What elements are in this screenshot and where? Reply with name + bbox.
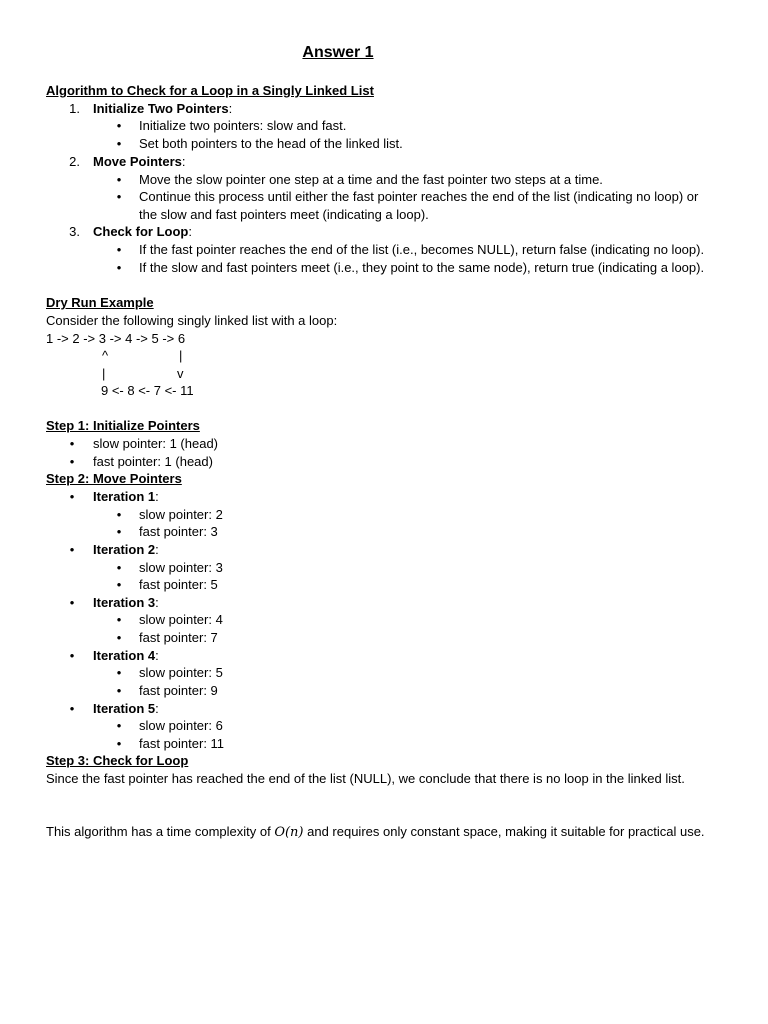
iteration-label: Iteration 1 [93, 489, 156, 504]
bullet-icon: • [116, 718, 122, 733]
bullet-icon: • [116, 736, 122, 751]
bullet-icon: • [69, 436, 75, 451]
step-colon: : [228, 101, 233, 116]
step-number: 1. [69, 101, 80, 116]
diagram-v: v [177, 366, 184, 381]
diagram-pipe-left: | [102, 366, 106, 381]
bullet-text: slow pointer: 1 (head) [93, 436, 219, 451]
step-colon: : [188, 224, 192, 239]
bullet-icon: • [116, 560, 122, 575]
step1-heading: Step 1: Initialize Pointers [46, 418, 200, 433]
diagram-line-bottom: 9 <- 8 <- 7 <- 11 [101, 383, 194, 398]
bullet-icon: • [116, 577, 122, 592]
bullet-text: fast pointer: 7 [139, 630, 218, 645]
step-label: Move Pointers [93, 154, 182, 169]
bullet-icon: • [116, 242, 122, 257]
bullet-text: Set both pointers to the head of the linked list. [139, 136, 403, 151]
bullet-text: slow pointer: 4 [139, 612, 223, 627]
complexity-paragraph [46, 823, 705, 841]
bullet-icon: • [116, 260, 122, 275]
bullet-text: fast pointer: 11 [139, 736, 225, 751]
bullet-icon: • [116, 507, 122, 522]
iteration-label: Iteration 5 [93, 701, 156, 716]
bullet-text: slow pointer: 3 [139, 560, 223, 575]
bullet-icon: • [69, 542, 75, 557]
complexity-math: O(n) [274, 825, 304, 840]
bullet-text: slow pointer: 5 [139, 665, 223, 680]
iteration-colon: : [155, 489, 159, 504]
bullet-icon: • [116, 136, 122, 151]
dry-run-heading: Dry Run Example [46, 295, 154, 310]
diagram-caret: ^ [102, 348, 109, 363]
iteration-label: Iteration 3 [93, 595, 156, 610]
bullet-text: slow pointer: 2 [139, 507, 223, 522]
bullet-icon: • [116, 524, 122, 539]
step-label: Initialize Two Pointers [93, 101, 229, 116]
bullet-icon: • [116, 612, 122, 627]
bullet-text: Initialize two pointers: slow and fast. [139, 118, 347, 133]
bullet-icon: • [69, 595, 75, 610]
document-title: Answer 1 [302, 44, 374, 61]
step-number: 3. [69, 224, 80, 239]
bullet-text: Move the slow pointer one step at a time and the fast pointer two steps at a time. [139, 172, 603, 187]
bullet-text: fast pointer: 3 [139, 524, 218, 539]
bullet-icon: • [116, 665, 122, 680]
iteration-colon: : [155, 648, 159, 663]
step3-heading: Step 3: Check for Loop [46, 753, 189, 768]
iteration-label: Iteration 4 [93, 648, 156, 663]
bullet-text: Continue this process until either the fast pointer reaches the end of the list (indicating no loop) or [139, 189, 699, 204]
bullet-text: slow pointer: 6 [139, 718, 223, 733]
bullet-text: fast pointer: 9 [139, 683, 218, 698]
bullet-icon: • [116, 172, 122, 187]
diagram-pipe-right: | [179, 348, 183, 363]
step-number: 2. [69, 154, 80, 169]
bullet-icon: • [116, 630, 122, 645]
bullet-icon: • [116, 683, 122, 698]
iteration-colon: : [155, 542, 159, 557]
complexity-text-before: This algorithm has a time complexity of [46, 824, 275, 839]
diagram-line-top: 1 -> 2 -> 3 -> 4 -> 5 -> 6 [46, 331, 186, 346]
iteration-colon: : [155, 595, 159, 610]
bullet-icon: • [69, 489, 75, 504]
bullet-icon: • [69, 648, 75, 663]
algorithm-heading: Algorithm to Check for a Loop in a Singly Linked List [46, 83, 374, 98]
bullet-text: fast pointer: 5 [139, 577, 218, 592]
iteration-colon: : [155, 701, 159, 716]
step2-heading: Step 2: Move Pointers [46, 471, 182, 486]
bullet-text: the slow and fast pointers meet (indicating a loop). [139, 207, 429, 222]
bullet-text: fast pointer: 1 (head) [93, 454, 213, 469]
complexity-text-after: and requires only constant space, making it suitable for practical use. [303, 824, 705, 839]
iteration-label: Iteration 2 [93, 542, 156, 557]
step-label: Check for Loop [93, 224, 189, 239]
step-colon: : [181, 154, 186, 169]
bullet-icon: • [116, 118, 122, 133]
bullet-icon: • [69, 454, 75, 469]
bullet-text: If the slow and fast pointers meet (i.e., they point to the same node), return true (indicating a loop). [139, 260, 705, 275]
bullet-text: If the fast pointer reaches the end of the list (i.e., becomes NULL), return false (indicating no loop). [139, 242, 705, 257]
dry-run-intro: Consider the following singly linked list with a loop: [46, 313, 338, 328]
step3-text: Since the fast pointer has reached the end of the list (NULL), we conclude that there is no loop in the linked list. [46, 771, 685, 786]
bullet-icon: • [69, 701, 75, 716]
bullet-icon: • [116, 189, 122, 204]
